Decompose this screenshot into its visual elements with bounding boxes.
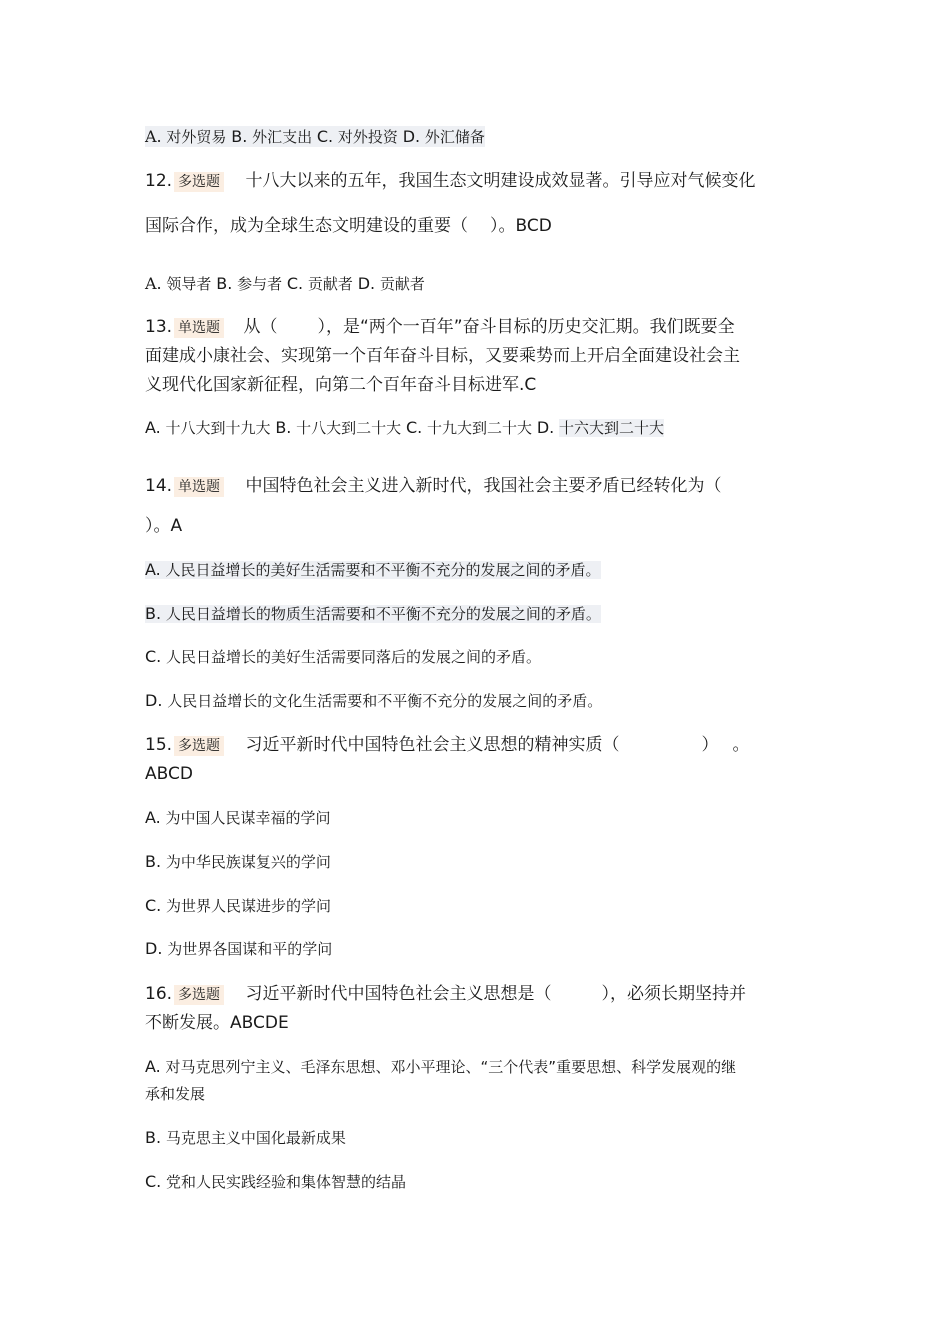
q16-line2: 不断发展。ABCDE [145,1013,289,1033]
q14-option-a: A. 人民日益增长的美好生活需要和不平衡不充分的发展之间的矛盾。 [145,560,601,579]
question-type-tag: 单选题 [174,477,224,497]
q14-line2: ）。A [145,516,183,536]
question-type-tag: 多选题 [174,985,224,1005]
question-type-tag: 多选题 [174,172,224,192]
q12-options: A. 领导者 B. 参与者 C. 贡献者 D. 贡献者 [145,274,425,293]
q16-option-a-line1: A. 对马克思列宁主义、毛泽东思想、邓小平理论、“三个代表”重要思想、科学发展观的继 [145,1057,737,1076]
q14-option-b: B. 人民日益增长的物质生活需要和不平衡不充分的发展之间的矛盾。 [145,604,601,623]
q14-option-c: C. 人民日益增长的美好生活需要同落后的发展之间的矛盾。 [145,647,542,666]
question-number: 14. [145,476,173,496]
q15-option-c: C. 为世界人民谋进步的学问 [145,896,332,915]
question-number: 12. [145,171,173,191]
q15-line2: ABCD [145,764,193,784]
q15-line1: 15. 多选题 习近平新时代中国特色社会主义思想的精神实质（ ） 。 [145,735,750,755]
q11-options-line: A. 对外贸易 B. 外汇支出 C. 对外投资 D. 外汇储备 [145,127,485,146]
q12-line2: 国际合作，成为全球生态文明建设的重要（ ）。BCD [145,216,552,236]
q14-option-d: D. 人民日益增长的文化生活需要和不平衡不充分的发展之间的矛盾。 [145,691,603,710]
question-type-tag: 多选题 [174,736,224,756]
question-type-tag: 单选题 [174,318,224,338]
q15-option-d: D. 为世界各国谋和平的学问 [145,939,333,958]
q16-option-c: C. 党和人民实践经验和集体智慧的结晶 [145,1172,407,1191]
q14-line1: 14. 单选题 中国特色社会主义进入新时代，我国社会主要矛盾已经转化为（ [145,476,722,496]
question-number: 16. [145,984,173,1004]
q16-option-b: B. 马克思主义中国化最新成果 [145,1128,346,1147]
q13-line2: 面建成小康社会、实现第一个百年奋斗目标，又要乘势而上开启全面建设社会主 [145,346,740,366]
q16-line1: 16. 多选题 习近平新时代中国特色社会主义思想是（ ），必须长期坚持并 [145,984,746,1004]
q13-line3: 义现代化国家新征程，向第二个百年奋斗目标进军.C [145,375,537,395]
question-number: 15. [145,735,173,755]
q13-options: A. 十八大到十九大 B. 十八大到二十大 C. 十九大到二十大 D. 十六大到二十大 [145,418,665,437]
q15-option-b: B. 为中华民族谋复兴的学问 [145,852,331,871]
q15-option-a: A. 为中国人民谋幸福的学问 [145,808,331,827]
q13-line1: 13. 单选题 从（ ），是“两个一百年”奋斗目标的历史交汇期。我们既要全 [145,317,735,337]
q12-line1: 12. 多选题 十八大以来的五年，我国生态文明建设成效显著。引导应对气候变化 [145,171,756,191]
question-number: 13. [145,317,173,337]
q16-option-a-line2: 承和发展 [145,1085,206,1103]
